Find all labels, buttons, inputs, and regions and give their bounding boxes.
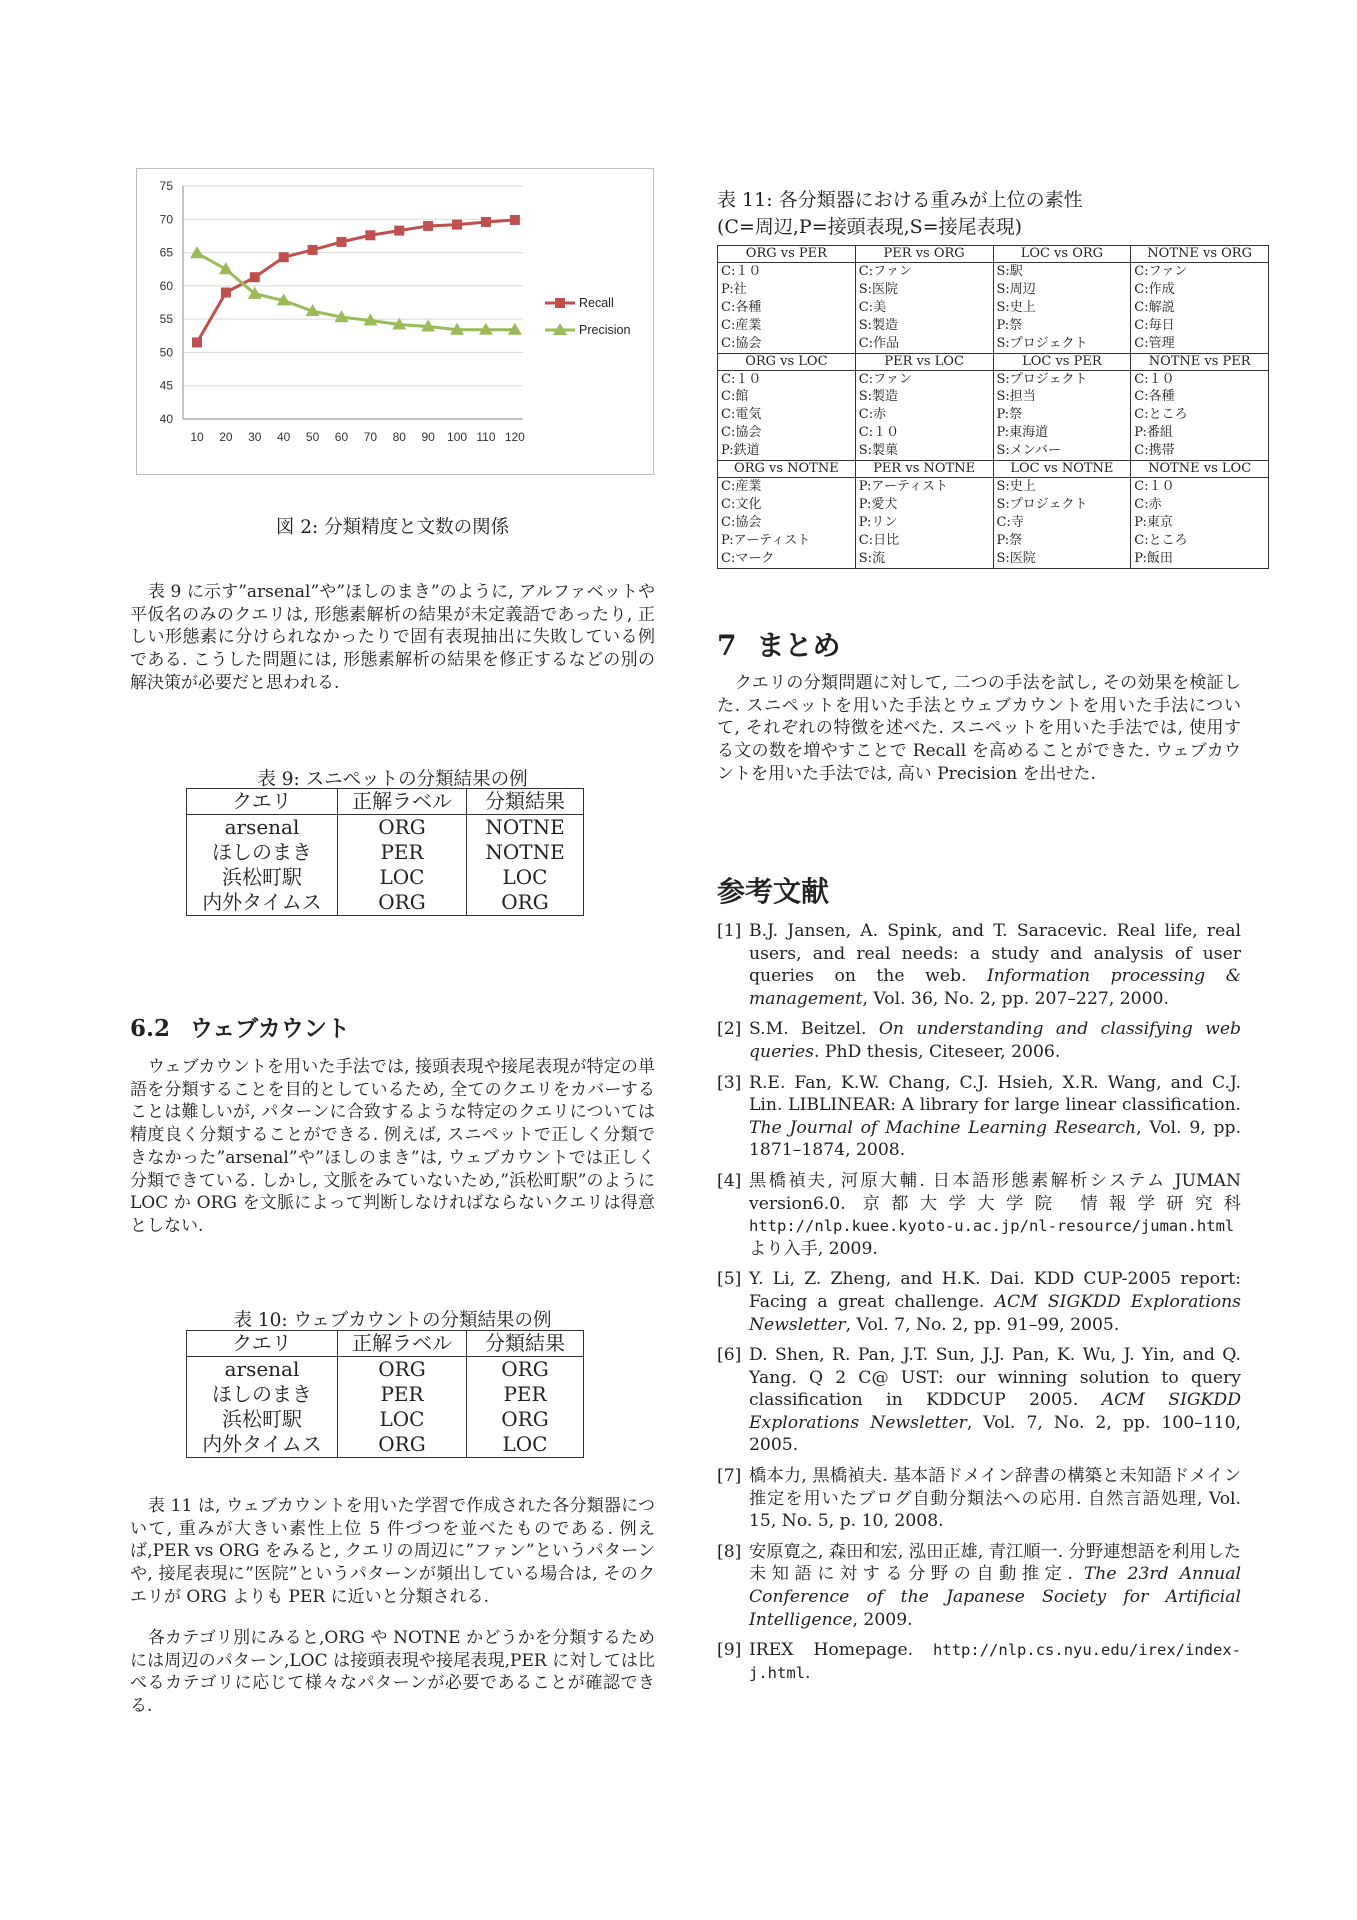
table9-cell: 内外タイムス (202, 890, 322, 914)
data-point-recall (308, 245, 318, 255)
table11-cell: C:文化 (718, 496, 856, 514)
x-tick-label: 40 (277, 430, 291, 444)
table11-cell: C:各種 (1131, 388, 1269, 406)
reference-text (749, 1541, 1241, 1631)
table-row (718, 406, 1269, 424)
table11-cell: C:マーク (718, 550, 856, 568)
table11-cell: S:製造 (855, 388, 993, 406)
reference-text (749, 1018, 1241, 1063)
reference-text (749, 920, 1241, 1010)
table-row (187, 840, 584, 865)
x-tick-label: 110 (476, 430, 496, 444)
table-row (718, 388, 1269, 406)
table11-cell: P:東海道 (993, 424, 1131, 442)
table11-cell: C:各種 (718, 299, 856, 317)
references-heading: 参考文献 (717, 875, 830, 908)
reference-venue: ACM SIGKDD Explorations Newsletter (749, 1291, 1241, 1335)
reference-authors-title: S.M. Beitzel. (749, 1019, 879, 1040)
series-line-precision (197, 253, 515, 330)
table11-cell: C:電気 (718, 406, 856, 424)
table11-cell: C:協会 (718, 424, 856, 442)
section-number: 6.2 (130, 1015, 171, 1042)
table11-cell: S:プロジェクト (993, 370, 1131, 388)
table11-cell: P:アーティスト (718, 532, 856, 550)
table-10 (186, 1330, 584, 1458)
reference-item (717, 1268, 1241, 1336)
table9-header-2: 分類結果 (467, 789, 584, 815)
table11-cell: C:産業 (718, 317, 856, 335)
table11-cell: S:製菓 (855, 442, 993, 460)
table11-cell: C:作成 (1131, 281, 1269, 299)
table11-cell: S:医院 (993, 550, 1131, 568)
paragraph-table11-a: 表 11 は, ウェブカウントを用いた学習で作成された各分類器について, 重みが大きい素性上位 5 件づつを並べたものである. 例えば,PER vs ORG をみると, クエリの周辺に”ファン”というパターンや, 接尾表現に”医院”というパターンが頻出している場合は, そのクエリが ORG よりも PER に近いと分類される. (130, 1496, 655, 1607)
reference-venue: On understanding and classifying web queries (749, 1019, 1241, 1062)
table11-cell: P:東京 (1131, 514, 1269, 532)
reference-text (749, 1072, 1241, 1162)
reference-item (717, 1344, 1241, 1457)
x-tick-label: 50 (305, 430, 320, 444)
reference-list (717, 920, 1241, 1692)
table11-cell: C:日比 (855, 532, 993, 550)
table10-cell: ORG (467, 1357, 584, 1383)
table11-cell: C:毎日 (1131, 317, 1269, 335)
reference-item (717, 1018, 1241, 1063)
table11-cell: C:１０ (1131, 478, 1269, 496)
table10-cell: LOC (338, 1407, 467, 1432)
x-tick-label: 30 (248, 430, 262, 444)
data-point-recall (336, 237, 346, 247)
table9-cell: ほしのまき (212, 840, 312, 864)
table-10-caption: 表 10: ウェブカウントの分類結果の例 (233, 1310, 552, 1331)
x-tick-label: 100 (447, 430, 468, 444)
reference-details: , Vol. 36, No. 2, pp. 207–227, 2000. (862, 988, 1169, 1009)
y-tick-label: 40 (159, 412, 173, 426)
table11-cell: C:１０ (718, 263, 856, 281)
reference-details: . (805, 1662, 811, 1683)
legend-label: Precision (579, 323, 631, 337)
table-row (718, 442, 1269, 460)
reference-number: [6] (717, 1345, 742, 1366)
table11-cell: P:祭 (993, 406, 1131, 424)
table11-header: LOC vs ORG (993, 246, 1131, 263)
reference-url[interactable]: http://nlp.cs.nyu.edu/irex/index-j.html (749, 1641, 1241, 1682)
reference-number: [7] (717, 1466, 742, 1487)
reference-authors-title: 橋本力, 黒橋禎夫. 基本語ドメイン辞書の構築と未知語ドメイン推定を用いたブログ自動分類法への応用. 自然言語処理, Vol. 15, No. 5, p. 10, 2008. (749, 1466, 1241, 1532)
table11-cell: C:ファン (1131, 263, 1269, 281)
table11-cell: S:プロジェクト (993, 496, 1131, 514)
table11-cell: P:アーティスト (855, 478, 993, 496)
table-row (718, 281, 1269, 299)
x-tick-label: 90 (421, 430, 435, 444)
table11-cell: C:館 (718, 388, 856, 406)
reference-authors-title: D. Shen, R. Pan, J.T. Sun, J.J. Pan, K. Wu, J. Yin, and Q. Yang. Q 2 C@ UST: our winning solution to query classification in KDDCUP 2005. (749, 1345, 1241, 1411)
table11-cell: P:祭 (993, 532, 1131, 550)
table9-cell: ORG (338, 815, 467, 841)
table9-cell: ORG (338, 890, 467, 916)
table11-cell: C:携帯 (1131, 442, 1269, 460)
table11-cell: C:解説 (1131, 299, 1269, 317)
reference-text (749, 1344, 1241, 1457)
reference-number: [4] (717, 1170, 742, 1191)
table10-cell: ほしのまき (212, 1382, 312, 1406)
paragraph-section-7: クエリの分類問題に対して, 二つの手法を試し, その効果を検証した. スニペットを用いた手法とウェブカウントを用いた手法について, それぞれの特徴を述べた. スニペットを用いた手法では, 使用する文の数を増やすことで Recall を高めることができた. ウェブカウントを用いた手法では, 高い Precision を出せた. (717, 673, 1241, 784)
table11-cell: C:協会 (718, 514, 856, 532)
table11-cell: C:ファン (855, 370, 993, 388)
table11-cell: S:史上 (993, 299, 1131, 317)
table11-cell: C:ファン (855, 263, 993, 281)
data-point-recall (279, 252, 289, 262)
data-point-recall (510, 215, 520, 225)
reference-venue: The 23rd Annual Conference of the Japanese Society for Artificial Intelligence (749, 1564, 1241, 1630)
table-row (718, 496, 1269, 514)
table11-cell: C:美 (855, 299, 993, 317)
table10-cell: ORG (467, 1407, 584, 1432)
table11-cell: P:祭 (993, 317, 1131, 335)
table11-header: PER vs NOTNE (855, 461, 993, 478)
table11-cell: S:周辺 (993, 281, 1131, 299)
table-9 (186, 788, 584, 916)
table9-cell: arsenal (224, 815, 300, 839)
reference-number: [3] (717, 1072, 742, 1093)
figure-2-caption: 図 2: 分類精度と文数の関係 (275, 517, 510, 538)
reference-authors-title: Y. Li, Z. Zheng, and H.K. Dai. KDD CUP-2005 report: Facing a great challenge. (749, 1269, 1241, 1312)
reference-url[interactable]: http://nlp.kuee.kyoto-u.ac.jp/nl-resource/juman.html (749, 1217, 1235, 1236)
table9-cell: NOTNE (467, 840, 584, 865)
data-point-recall (192, 337, 202, 347)
table11-header-row (718, 461, 1269, 478)
reference-item (717, 1465, 1241, 1533)
table11-cell: S:プロジェクト (993, 335, 1131, 353)
reference-details: より入手, 2009. (749, 1238, 878, 1259)
table9-header-0: クエリ (187, 789, 338, 815)
table10-header-1: 正解ラベル (338, 1331, 467, 1357)
table10-cell: 浜松町駅 (222, 1407, 302, 1431)
table11-header: ORG vs LOC (718, 353, 856, 370)
reference-item (717, 1541, 1241, 1631)
table9-cell: 浜松町駅 (222, 865, 302, 889)
section-title: まとめ (756, 629, 841, 662)
table11-header: NOTNE vs ORG (1131, 246, 1269, 263)
table9-cell: NOTNE (467, 815, 584, 841)
table-11 (717, 245, 1269, 569)
table11-header: PER vs LOC (855, 353, 993, 370)
y-tick-label: 60 (159, 278, 173, 293)
table10-cell: PER (338, 1382, 467, 1407)
reference-text (749, 1639, 1241, 1684)
data-point-recall (250, 272, 260, 282)
table-11-caption-line1: 表 11: 各分類器における重みが上位の素性 (717, 189, 1083, 211)
table11-cell: C:赤 (855, 406, 993, 424)
table-row (718, 317, 1269, 335)
data-point-recall (221, 288, 231, 298)
data-point-recall (394, 226, 404, 236)
table-row (718, 335, 1269, 353)
x-tick-label: 120 (504, 430, 525, 444)
table11-cell: C:１０ (718, 370, 856, 388)
table11-header-row (718, 246, 1269, 263)
table9-cell: ORG (467, 890, 584, 916)
table11-cell: P:愛犬 (855, 496, 993, 514)
section-number: 7 (717, 629, 737, 662)
table11-cell: C:寺 (993, 514, 1131, 532)
reference-number: [8] (717, 1541, 742, 1562)
reference-details: , 2009. (852, 1609, 913, 1630)
table11-cell: C:１０ (855, 424, 993, 442)
table11-header: NOTNE vs LOC (1131, 461, 1269, 478)
x-tick-label: 70 (363, 430, 378, 444)
table10-cell: arsenal (224, 1357, 300, 1381)
table11-cell: C:１０ (1131, 370, 1269, 388)
table10-cell: ORG (338, 1357, 467, 1383)
reference-venue: Information processing & management (749, 966, 1241, 1009)
reference-authors-title: 安原寛之, 森田和宏, 泓田正雄, 青江順一. 分野連想語を利用した未知語に対する分野の自動推定. (749, 1541, 1241, 1585)
chart-svg (137, 169, 653, 474)
reference-details: . PhD thesis, Citeseer, 2006. (813, 1041, 1061, 1062)
table9-cell: LOC (338, 865, 467, 890)
reference-details: , Vol. 7, No. 2, pp. 91–99, 2005. (845, 1314, 1120, 1335)
table-row (187, 1357, 584, 1383)
series-line-recall (197, 220, 515, 342)
table9-cell: LOC (467, 865, 584, 890)
table10-header-2: 分類結果 (467, 1331, 584, 1357)
table-row (187, 865, 584, 890)
x-tick-label: 20 (219, 430, 233, 444)
paragraph-section-6-2: ウェブカウントを用いた手法では, 接頭表現や接尾表現が特定の単語を分類することを目的としているため, 全てのクエリをカバーすることは難しいが, パターンに合致するような特定のクエリについては精度良く分類することができる. 例えば, スニペットで正しく分類できなかった”arsenal”や”ほしのまき”は, ウェブカウントでは正しく分類できている. しかし, 文脈をみていないため,”浜松町駅”のように LOC か ORG を文脈によって判断しなければならないクエリは得意としない. (130, 1057, 655, 1236)
table11-cell: S:駅 (993, 263, 1131, 281)
table11-cell: C:ところ (1131, 532, 1269, 550)
reference-item (717, 920, 1241, 1010)
data-point-recall (452, 220, 462, 230)
table11-header: PER vs ORG (855, 246, 993, 263)
table11-cell: P:番組 (1131, 424, 1269, 442)
table11-cell: P:社 (718, 281, 856, 299)
reference-number: [9] (717, 1640, 742, 1661)
table-row (718, 424, 1269, 442)
table9-cell: PER (338, 840, 467, 865)
paragraph-table11-b: 各カテゴリ別にみると,ORG や NOTNE かどうかを分類するためには周辺のパターン,LOC は接頭表現や接尾表現,PER に対しては比べるカテゴリに応じて様々なパターンが必要であることが確認できる. (130, 1628, 655, 1717)
table-11-caption-line2: (C=周辺,P=接頭表現,S=接尾表現) (717, 216, 1023, 238)
table10-cell: LOC (467, 1432, 584, 1458)
table11-header: ORG vs PER (718, 246, 856, 263)
reference-item (717, 1170, 1241, 1260)
table11-cell: S:史上 (993, 478, 1131, 496)
reference-details: , Vol. 7, No. 2, pp. 100–110, 2005. (749, 1412, 1241, 1456)
reference-number: [5] (717, 1269, 742, 1290)
table11-cell: C:管理 (1131, 335, 1269, 353)
reference-text (749, 1170, 1241, 1260)
table11-header: NOTNE vs PER (1131, 353, 1269, 370)
reference-authors-title: IREX Homepage. (749, 1640, 934, 1661)
table11-header: LOC vs NOTNE (993, 461, 1131, 478)
table11-cell: S:担当 (993, 388, 1131, 406)
y-tick-label: 50 (159, 345, 173, 360)
table11-cell: P:鉄道 (718, 442, 856, 460)
table10-cell: 内外タイムス (202, 1432, 322, 1456)
table11-cell: S:流 (855, 550, 993, 568)
table-11-caption (717, 187, 1083, 241)
table-row (187, 1407, 584, 1432)
table11-header-row (718, 353, 1269, 370)
data-point-recall (481, 217, 491, 227)
y-tick-label: 55 (159, 312, 173, 327)
reference-text (749, 1268, 1241, 1336)
table-row (718, 532, 1269, 550)
reference-item (717, 1072, 1241, 1162)
data-point-recall (365, 230, 375, 240)
legend-label: Recall (579, 296, 614, 310)
table-9-caption: 表 9: スニペットの分類結果の例 (257, 769, 528, 790)
x-tick-label: 60 (334, 430, 349, 444)
table11-cell: P:飯田 (1131, 550, 1269, 568)
table-row (187, 890, 584, 916)
table11-cell: C:ところ (1131, 406, 1269, 424)
reference-details: , Vol. 9, pp. 1871–1874, 2008. (749, 1117, 1242, 1161)
reference-venue: ACM SIGKDD Explorations Newsletter (749, 1390, 1241, 1433)
table11-cell: C:作品 (855, 335, 993, 353)
y-tick-label: 45 (159, 378, 173, 393)
table11-cell: S:メンバー (993, 442, 1131, 460)
table-row (187, 1382, 584, 1407)
data-point-recall (423, 221, 433, 231)
reference-text (749, 1465, 1241, 1533)
table-row (718, 514, 1269, 532)
x-tick-label: 80 (392, 430, 406, 444)
table10-header-0: クエリ (187, 1331, 338, 1357)
paragraph-table9-intro: 表 9 に示す”arsenal”や”ほしのまき”のように, アルファベットや平仮名のみのクエリは, 形態素解析の結果が未定義語であったり, 正しい形態素に分けられなかったりで固有表現抽出に失敗している例である. こうした問題には, 形態素解析の結果を修正するなどの別の解決策が必要だと思われる. (130, 582, 655, 693)
table-row (718, 263, 1269, 281)
table-row (718, 478, 1269, 496)
section-title: ウェブカウント (190, 1015, 350, 1042)
table-row (718, 370, 1269, 388)
table11-cell: S:医院 (855, 281, 993, 299)
table-row (718, 550, 1269, 568)
table-row (187, 815, 584, 841)
table11-header: ORG vs NOTNE (718, 461, 856, 478)
table10-cell: PER (467, 1382, 584, 1407)
figure-2-chart (136, 168, 654, 475)
table11-cell: C:産業 (718, 478, 856, 496)
reference-number: [2] (717, 1019, 742, 1040)
table11-cell: S:製造 (855, 317, 993, 335)
y-tick-label: 65 (159, 245, 173, 260)
table11-cell: C:協会 (718, 335, 856, 353)
x-tick-label: 10 (190, 430, 204, 444)
table-row (187, 1432, 584, 1458)
section-6-2-heading (130, 1010, 350, 1043)
table10-cell: ORG (338, 1432, 467, 1458)
table9-header-1: 正解ラベル (338, 789, 467, 815)
reference-venue: The Journal of Machine Learning Research (749, 1117, 1137, 1138)
legend-marker (555, 298, 565, 308)
table11-cell: C:赤 (1131, 496, 1269, 514)
reference-authors-title: R.E. Fan, K.W. Chang, C.J. Hsieh, X.R. Wang, and C.J. Lin. LIBLINEAR: A library for large linear classification. (749, 1072, 1241, 1116)
reference-authors-title: B.J. Jansen, A. Spink, and T. Saracevic. Real life, real users, and real needs: a study and analysis of user queries on the web. (749, 921, 1241, 987)
section-7-heading (717, 624, 841, 664)
reference-authors-title: 黒橋禎夫, 河原大輔. 日本語形態素解析システム JUMAN version6.0. 京都大学大学院 情報学研究科 (749, 1170, 1241, 1214)
table11-cell: P:リン (855, 514, 993, 532)
y-tick-label: 75 (159, 179, 173, 193)
reference-number: [1] (717, 921, 742, 941)
table-row (718, 299, 1269, 317)
reference-item (717, 1639, 1241, 1684)
table11-header: LOC vs PER (993, 353, 1131, 370)
y-tick-label: 70 (159, 212, 173, 227)
